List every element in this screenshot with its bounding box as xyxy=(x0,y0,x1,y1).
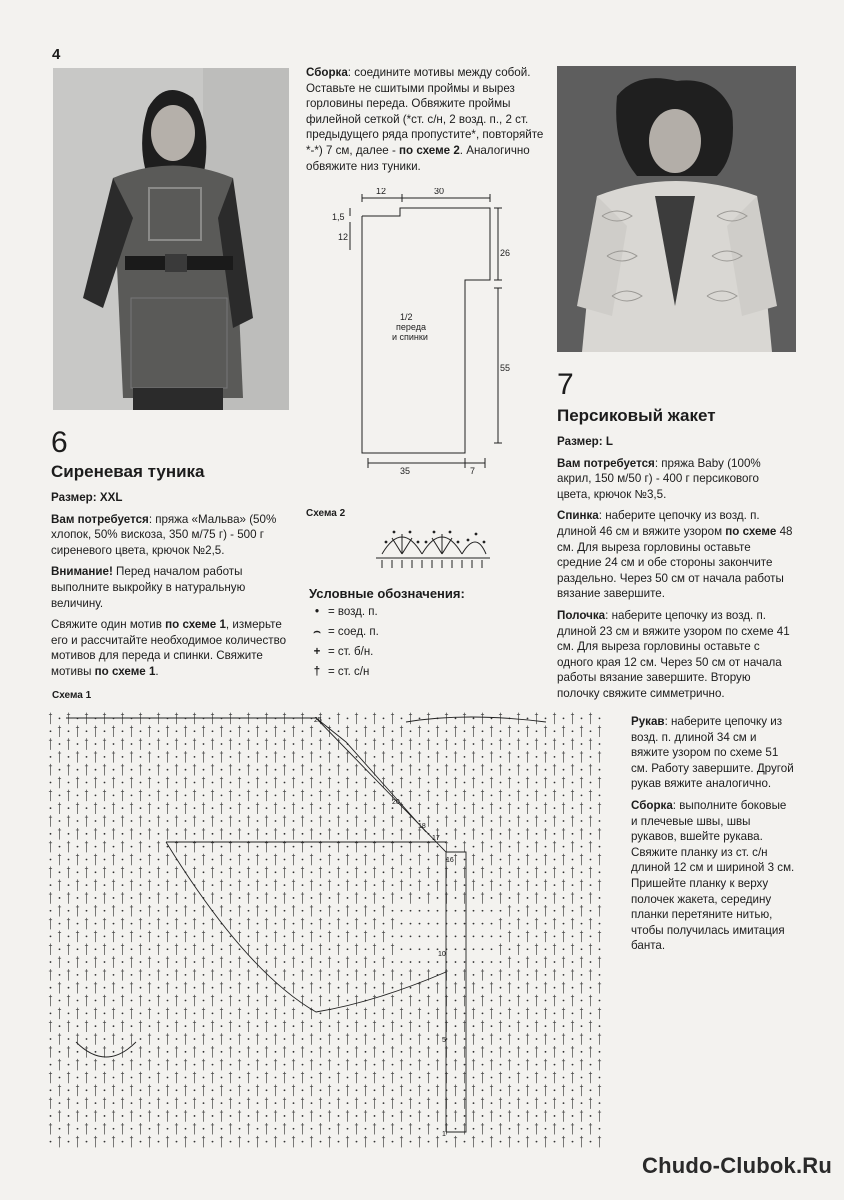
schema1-label: Схема 1 xyxy=(52,690,92,701)
schema1-grid xyxy=(46,712,604,1148)
legend-dc-text: = ст. с/н xyxy=(328,666,370,678)
jacket-size-value: L xyxy=(605,435,613,448)
p1-a: Свяжите один мотив xyxy=(51,618,166,632)
size-label: Размер: xyxy=(51,491,97,504)
jacket-need-label: Вам потребуется xyxy=(557,456,655,470)
section-6-number: 6 xyxy=(51,426,68,459)
schema2-label: Схема 2 xyxy=(306,508,346,519)
page-number: 4 xyxy=(52,46,61,63)
legend-row-slip xyxy=(306,622,379,642)
pattern-diagram xyxy=(330,188,530,478)
pattern-label-2: переда xyxy=(396,322,426,332)
assembly-label: Сборка xyxy=(306,66,348,79)
tunic-illustration xyxy=(53,68,289,410)
section-6-title: Сиреневая туника xyxy=(51,462,205,481)
jacket-assembly-label: Сборка xyxy=(631,798,673,812)
schema1-chart xyxy=(46,712,604,1148)
legend-chain-text: = возд. п. xyxy=(328,606,378,618)
jacket-back-b: по схеме xyxy=(725,524,777,538)
row-number-18: 18 xyxy=(418,823,426,830)
schema2-diagram xyxy=(372,520,492,570)
site-watermark: Chudo-Clubok.Ru xyxy=(642,1153,832,1178)
legend-slip-icon: ⌢ xyxy=(313,625,321,638)
dim-35: 35 xyxy=(400,466,411,476)
need-label: Вам потребуется xyxy=(51,512,149,526)
row-number-25: 25 xyxy=(314,717,322,724)
middle-assembly xyxy=(306,65,544,174)
row-number-1: 1 xyxy=(442,1131,446,1138)
jacket-assembly-text: : выполните боковые и плечевые швы, швы рукавов, вшейте рукава. Свяжите планку из ст. с/н длиной 12 см и шириной 3 см. Пришейте планку к верху полочек жакета, середину планки перетяните нитью, чтобы получилась имитация банта. xyxy=(631,798,795,953)
legend-row-sc xyxy=(306,642,379,662)
row-number-17: 17 xyxy=(432,835,440,842)
jacket-front-label: Полочка xyxy=(557,608,606,622)
legend-sc-text: = ст. б/н. xyxy=(328,646,374,658)
row-number-10: 10 xyxy=(438,951,446,958)
jacket-back-label: Спинка xyxy=(557,509,599,523)
section-6-body xyxy=(51,490,291,686)
tunic-photo xyxy=(53,68,289,410)
assembly-b: по схеме 2 xyxy=(399,143,460,157)
legend-row-chain xyxy=(306,602,379,622)
pattern-label-3: и спинки xyxy=(392,332,428,342)
need-text: : пряжа «Мальва» (50% хлопок, 50% вискоза, 350 м/75 г) - 500 г сиреневого цвета, крючок №2,5. xyxy=(51,512,277,557)
legend xyxy=(306,602,379,682)
size-value: XXL xyxy=(99,491,123,504)
row-number-5: 5 xyxy=(442,1037,446,1044)
p1-e: . xyxy=(155,664,159,678)
legend-title: Условные обозначения: xyxy=(309,586,465,601)
dim-12-side: 12 xyxy=(338,232,349,242)
assembly-a: : соедините мотивы между собой. Оставьте не сшитыми проймы и вырез горловины переда. Обвяжите проймы филейной сеткой (*ст. с/н, 2 возд. п., 2 ст. предыдущего ряда пропустите*, повторяйте *-*) 7 см, далее - xyxy=(306,66,544,157)
section-7-title: Персиковый жакет xyxy=(557,406,716,425)
dim-30: 30 xyxy=(434,188,445,196)
p1-b: по схеме 1 xyxy=(165,618,226,632)
dim-7: 7 xyxy=(470,466,476,476)
attention-text: Перед началом работы выполните выкройку в натуральную величину. xyxy=(51,565,246,610)
jacket-back-c: 48 см. Для выреза горловины оставьте средние 24 см и обе стороны закончите раздельно. Через 50 см от начала работы вязание завершите. xyxy=(557,524,793,601)
jacket-photo xyxy=(557,66,796,352)
section-7-body-bottom xyxy=(631,714,796,960)
legend-row-dc xyxy=(306,662,379,682)
pattern-label-1: 1/2 xyxy=(400,312,413,322)
legend-dc-icon: † xyxy=(313,666,321,678)
attention-label: Внимание! xyxy=(51,565,113,579)
dim-55: 55 xyxy=(500,363,511,373)
jacket-back-a: : наберите цепочку из возд. п. длиной 46 см и вяжите узором xyxy=(557,509,760,538)
row-number-20: 20 xyxy=(392,799,400,806)
legend-slip-text: = соед. п. xyxy=(328,626,379,638)
legend-chain-icon: • xyxy=(314,606,320,618)
section-7-body-top xyxy=(557,434,795,708)
jacket-size-label: Размер: xyxy=(557,435,603,448)
dim-12-top: 12 xyxy=(376,188,387,196)
dim-26: 26 xyxy=(500,248,511,258)
p1-d: по схеме 1 xyxy=(94,664,156,678)
legend-sc-icon: + xyxy=(313,646,321,658)
assembly-c: . Аналогично обвяжите низ туники. xyxy=(306,143,530,173)
p1-c: , измерьте его и рассчитайте необходимое количество мотивов для переда и спинки. Свяжите мотивы xyxy=(51,618,287,678)
section-7-number: 7 xyxy=(557,368,574,401)
row-number-16: 16 xyxy=(446,857,454,864)
jacket-front-text: : наберите цепочку из возд. п. длиной 23 см и вяжите узором по схеме 41 см. Для выреза горловины оставьте с одного края 12 см. Через 50 см от начала работы вязание завершите. Вторую полочку свяжите симметрично. xyxy=(557,608,790,700)
jacket-illustration xyxy=(557,66,796,352)
dim-1-5: 1,5 xyxy=(332,212,345,222)
jacket-need-text: : пряжа Baby (100% акрил, 150 м/50 г) - 400 г персикового цвета, крючок №3,5. xyxy=(557,456,761,501)
jacket-sleeve-text: : наберите цепочку из возд. п. длиной 34 см и вяжите узором по схеме 51 см. Работу завершите. Другой рукав вяжите аналогично. xyxy=(631,715,794,791)
jacket-sleeve-label: Рукав xyxy=(631,715,665,728)
